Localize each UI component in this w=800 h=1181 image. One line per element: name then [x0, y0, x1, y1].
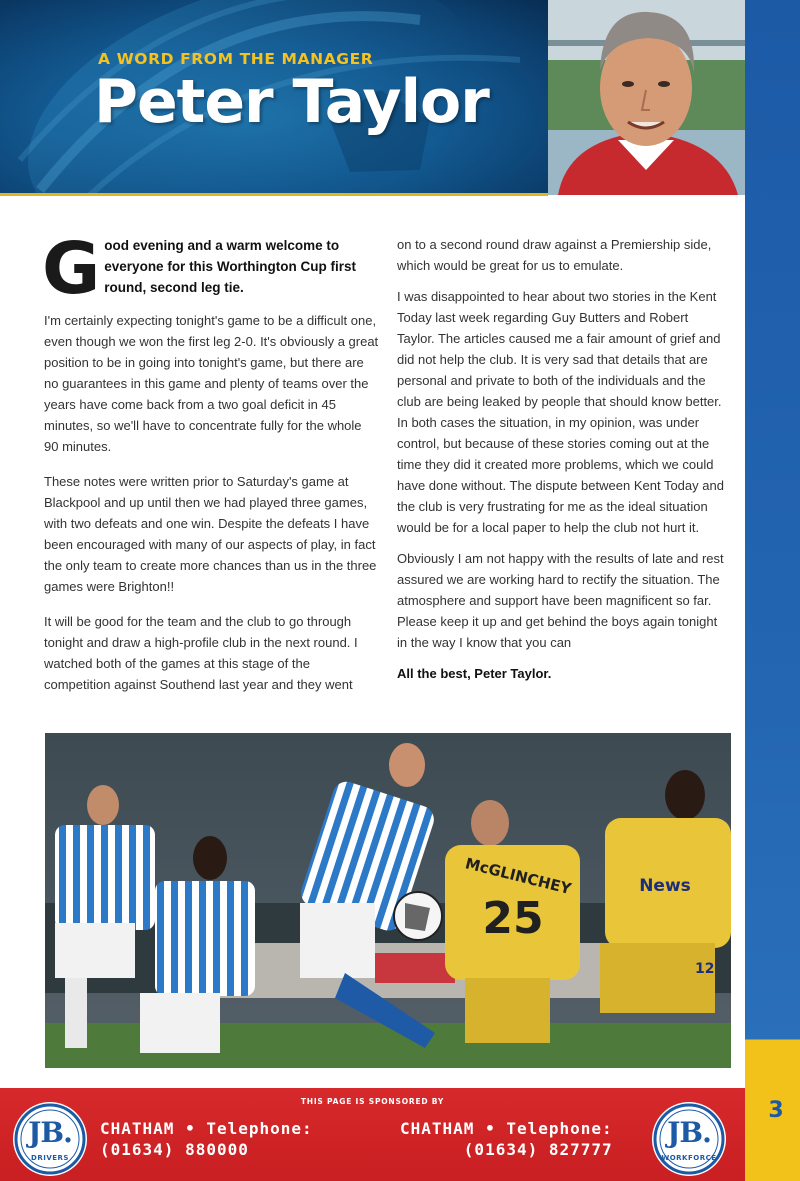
sponsor-label: THIS PAGE IS SPONSORED BY	[300, 1097, 445, 1106]
article-paragraph: It will be good for the team and the club to go through tonight and draw a high-profile club in the next round. I watched both of the games at this stage of the competition against Southend last year and they went	[44, 614, 358, 692]
article-paragraph: I was disappointed to hear about two stories in the Kent Today last week regarding Guy Butters and Robert Taylor. The articles caused me a fair amount of grief and did not help the club. It is very sad that details that are personal and private to both of the individuals and the club are being leaked by people that should know better. In both cases the situation, in my opinion, was under control, but because of these stories coming out at the time they did it created more problems, which we could have done without. The dispute between Kent Today and the club is very frustrating for me as the ideal situation would be for a local paper to help the club not hurt it.	[397, 289, 724, 535]
header-divider	[0, 193, 548, 196]
page-title: Peter Taylor	[94, 67, 489, 137]
article-paragraph: Obviously I am not happy with the results of late and rest assured we are working hard to rectify the situation. The atmosphere and support have been magnificent so far. Please keep it up and get behind the boys again tonight in the way I know that you can	[397, 551, 724, 650]
article-paragraph: I'm certainly expecting tonight's game to be a difficult one, even though we won the first leg 2-0. It's obviously a great position to be in going into tonight's game, but there are no guarantees in this game and plenty of teams over the years have come back from a two goal deficit in 45 minutes, so we'll have to concentrate fully for the whole 90 minutes.	[44, 313, 379, 454]
shirt-sponsor: News	[639, 876, 691, 896]
ad-right-line1: CHATHAM • Telephone:	[400, 1119, 613, 1138]
match-photo	[45, 733, 731, 1068]
ad-left-phone: (01634) 880000	[100, 1140, 249, 1159]
article-paragraph: These notes were written prior to Saturday's game at Blackpool and up until then we had played three games, with two defeats and one win. Despite the defeats I have been encouraged with many of our aspects of play, in fact the only team to create more chances than us in the three games were Brighton!!	[44, 474, 377, 594]
jb-workforce-logo: JB. WORKFORCE	[652, 1102, 726, 1176]
sponsor-ad-left	[100, 1118, 313, 1160]
article-column-right	[397, 234, 727, 694]
side-stripe	[745, 0, 800, 1181]
shirt-name: McGLINCHEY	[463, 854, 574, 899]
shorts-number: 12	[695, 961, 715, 977]
ad-right-phone: (01634) 827777	[463, 1140, 613, 1159]
manager-portrait	[548, 0, 745, 195]
page-number: 3	[768, 1098, 784, 1123]
article-column-left	[42, 227, 379, 709]
article-paragraph: on to a second round draw against a Premiership side, which would be great for us to emulate.	[397, 237, 712, 273]
drop-cap: G	[42, 227, 101, 310]
ad-left-line1: CHATHAM • Telephone:	[100, 1119, 313, 1138]
header-subtitle: A WORD FROM THE MANAGER	[98, 50, 374, 68]
article-lead	[42, 227, 379, 310]
jb-drivers-logo: JB. DRIVERS	[13, 1102, 87, 1176]
page-header	[0, 0, 548, 195]
article-signoff: All the best, Peter Taylor.	[397, 666, 552, 681]
sponsor-ad-right	[400, 1118, 613, 1160]
lead-text: ood evening and a warm welcome to everyone for this Worthington Cup first round, second leg tie.	[104, 238, 357, 295]
shirt-number: 25	[482, 893, 544, 944]
